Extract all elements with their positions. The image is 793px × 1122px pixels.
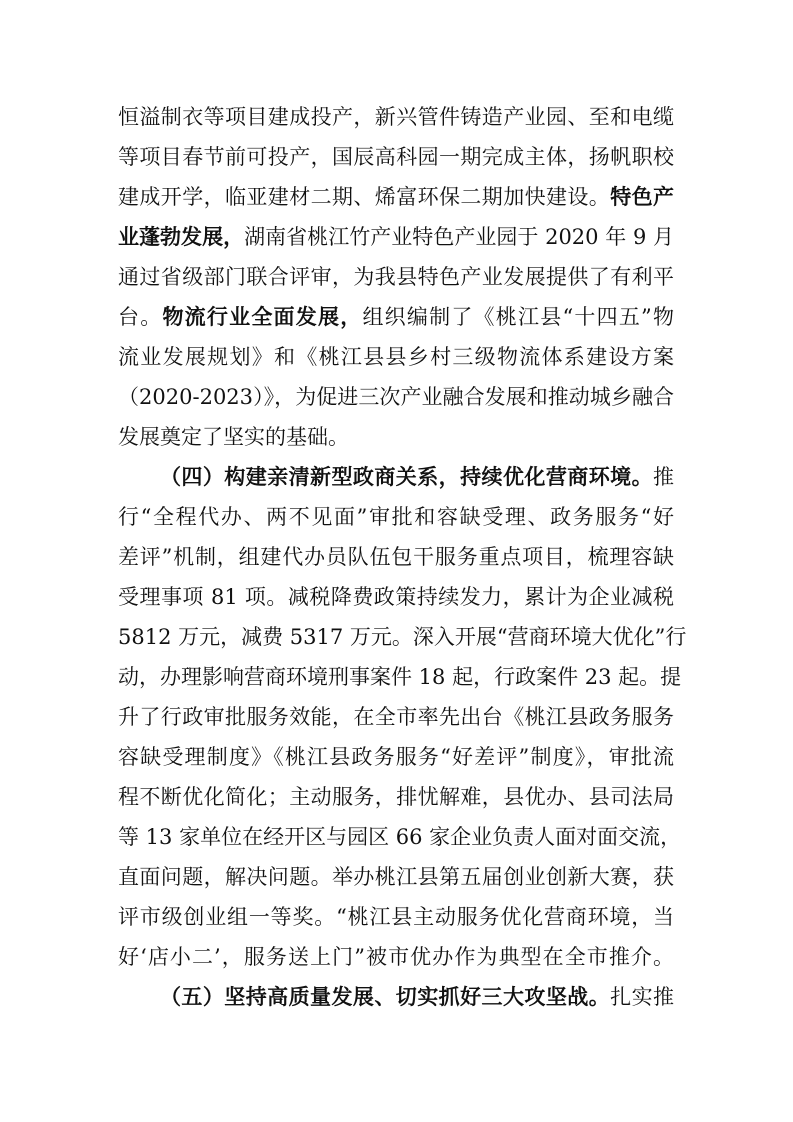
text-line	[118, 661, 682, 693]
text-segment: 好‘店小二’，服务送上门”被市优办作为典型在全市推介。	[118, 945, 674, 969]
text-line	[118, 461, 674, 493]
text-segment: 恒溢制衣等项目建成投产，新兴管件铸造产业园、至和电缆	[118, 105, 674, 129]
text-segment: 5812 万元，减费 5317 万元。深入开展“营商环境大优化”行	[118, 625, 687, 649]
text-segment: 流业发展规划》和《桃江县县乡村三级物流体系建设方案	[118, 345, 674, 369]
body-text	[118, 101, 687, 1021]
text-line	[118, 101, 674, 133]
text-segment: 组织编制了《桃江县“十四五”物	[362, 305, 675, 329]
text-line	[118, 861, 674, 893]
text-segment: 程不断优化简化；主动服务，排忧解难，县优办、县司法局	[118, 785, 674, 809]
text-segment: 推	[653, 465, 674, 489]
text-line	[118, 221, 674, 253]
text-line	[118, 341, 674, 373]
text-line	[118, 781, 674, 813]
text-segment: 台。	[118, 305, 163, 329]
text-segment: 升了行政审批服务效能，在全市率先出台《桃江县政务服务	[118, 705, 674, 729]
bold-text-segment: （五）坚持高质量发展、切实抓好三大攻坚战。	[160, 984, 611, 1009]
text-segment: 等 13 家单位在经开区与园区 66 家企业负责人面对面交流，	[118, 825, 682, 849]
text-line	[118, 821, 682, 853]
text-line	[118, 581, 674, 613]
text-line	[118, 901, 674, 933]
text-line	[118, 541, 674, 573]
text-segment: 行“全程代办、两不见面”审批和容缺受理、政务服务“好	[118, 505, 674, 529]
text-line	[118, 701, 674, 733]
text-line	[118, 501, 674, 533]
text-line	[118, 621, 687, 653]
text-segment: 发展奠定了坚实的基础。	[118, 425, 349, 449]
text-line	[118, 181, 674, 213]
bold-text-segment: （四）构建亲清新型政商关系，持续优化营商环境。	[160, 464, 653, 489]
text-segment: 直面问题，解决问题。举办桃江县第五届创业创新大赛，获	[118, 865, 674, 889]
text-segment: 建成开学，临亚建材二期、烯富环保二期加快建设。	[118, 185, 611, 209]
text-segment: 通过省级部门联合评审，为我县特色产业发展提供了有利平	[118, 265, 674, 289]
text-segment: 湖南省桃江竹产业特色产业园于 2020 年 9 月	[244, 225, 674, 249]
text-segment: 动，办理影响营商环境刑事案件 18 起，行政案件 23 起。提	[118, 665, 682, 689]
text-segment: 等项目春节前可投产，国辰高科园一期完成主体，扬帆职校	[118, 145, 674, 169]
text-line	[118, 301, 674, 333]
bold-text-segment: 特色产	[610, 184, 675, 209]
bold-text-segment: 业蓬勃发展，	[118, 224, 245, 249]
text-segment: 差评”机制，组建代办员队伍包干服务重点项目，梳理容缺	[118, 545, 674, 569]
text-segment: 扎实推	[610, 985, 675, 1009]
bold-text-segment: 物流行业全面发展，	[162, 304, 363, 329]
text-segment: （2020-2023）》，为促进三次产业融合发展和推动城乡融合	[118, 385, 674, 409]
text-line	[118, 141, 674, 173]
text-line	[118, 421, 674, 453]
text-line	[118, 261, 674, 293]
text-line	[118, 981, 674, 1013]
text-segment: 受理事项 81 项。减税降费政策持续发力，累计为企业减税	[118, 585, 674, 609]
text-segment: 评市级创业组一等奖。“桃江县主动服务优化营商环境，当	[118, 905, 674, 929]
text-line	[118, 741, 674, 773]
text-line	[118, 381, 674, 413]
text-segment: 容缺受理制度》《桃江县政务服务“好差评”制度》，审批流	[118, 745, 674, 769]
text-line	[118, 941, 674, 973]
